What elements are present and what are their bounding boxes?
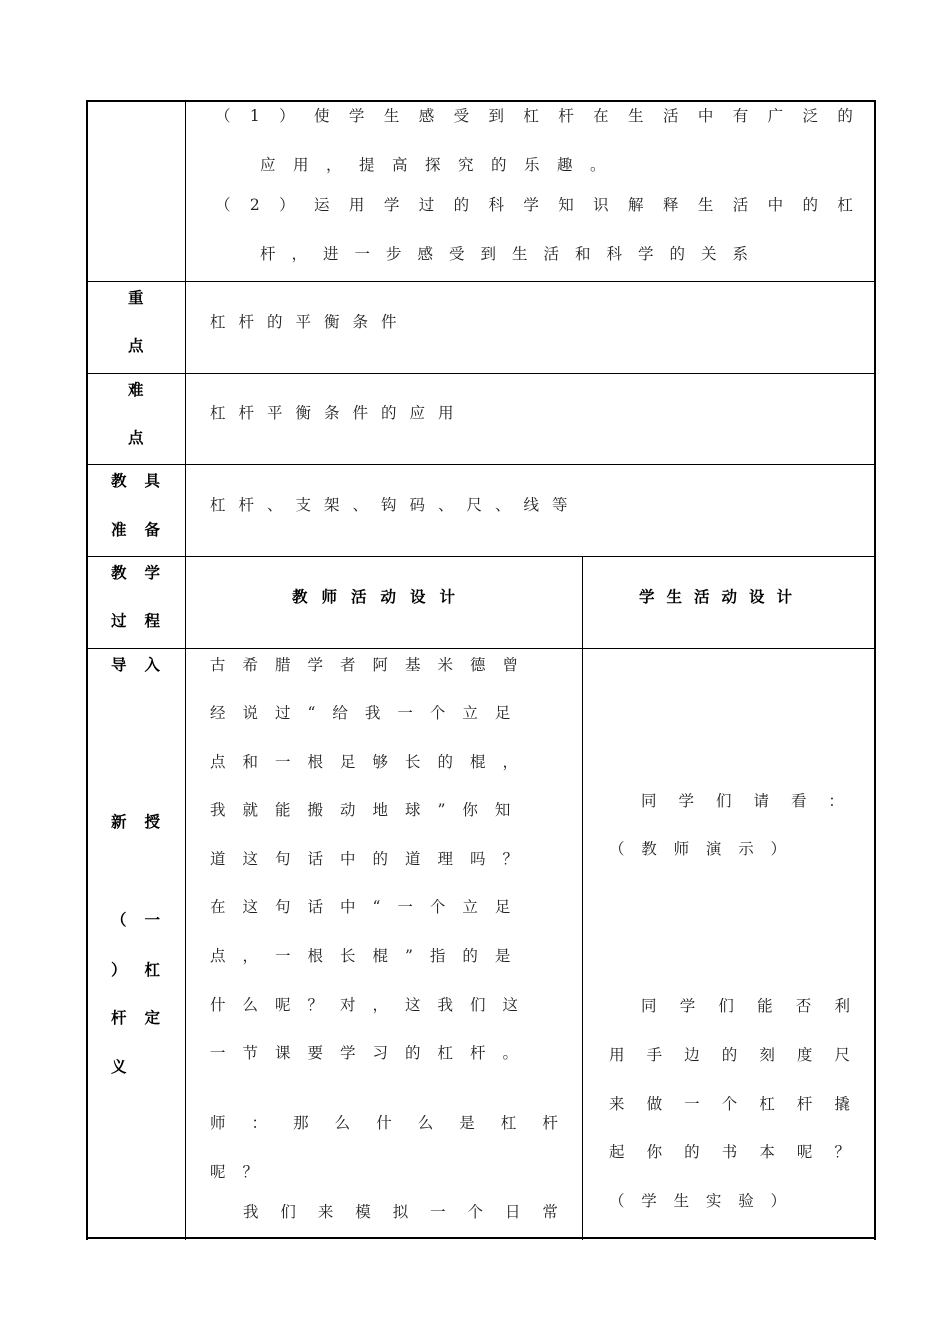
column-divider-activity [582, 556, 583, 1240]
section-label-sub: ）杠 [111, 960, 179, 979]
table-border-top [86, 100, 876, 102]
key-point-content: 杠杆的平衡条件 [210, 313, 410, 331]
row-divider [86, 464, 876, 465]
student-text-line: 同 学 们 请 看 ： [641, 792, 844, 810]
key-point-label: 点 [128, 336, 157, 355]
objective-line: （ 2 ） 运 用 学 过 的 科 学 知 识 解 释 生 活 中 的 杠 [215, 196, 853, 214]
process-label: 过程 [111, 611, 179, 630]
teacher-text-line: 我 们 来 模 拟 一 个 日 常 [243, 1203, 558, 1221]
student-text-line: 同 学 们 能 否 利 [641, 997, 850, 1015]
row-divider [86, 556, 876, 557]
student-text-line: （ 教 师 演 示 ） [609, 840, 786, 858]
difficulty-label: 点 [128, 428, 157, 447]
difficulty-label: 难 [128, 380, 157, 399]
student-text-line: 用 手 边 的 刻 度 尺 [609, 1046, 850, 1064]
objective-line: 应用，提高探究的乐趣。 [260, 156, 624, 174]
teacher-text-line: 什么呢？对，这我们这 [210, 996, 536, 1014]
student-activity-header: 学生活动设计 [639, 587, 805, 606]
row-divider [86, 648, 876, 649]
process-label: 教学 [111, 563, 179, 582]
section-label-sub: （一 [111, 910, 179, 929]
column-divider-label [185, 100, 186, 1240]
teacher-text-line: 道这句话中的道理吗？ [210, 850, 536, 868]
tools-label: 准备 [111, 520, 179, 539]
teacher-text-line: 古希腊学者阿基米德曾 [210, 656, 536, 674]
tools-content: 杠杆、支架、钩码、尺、线等 [210, 496, 581, 514]
objective-line: 杆，进一步感受到生活和科学的关系 [260, 245, 765, 263]
teacher-text-line: 师 ： 那 么 什 么 是 杠 杆 [210, 1114, 558, 1132]
student-text-line: 来 做 一 个 杠 杆 撬 [609, 1095, 850, 1113]
difficulty-content: 杠杆平衡条件的应用 [210, 404, 467, 422]
teacher-text-line: 呢？ [210, 1163, 276, 1181]
teacher-text-line: 点，一根长棍”指的是 [210, 947, 528, 965]
table-border-right [874, 100, 876, 1240]
table-border-bottom [86, 1237, 876, 1239]
row-divider [86, 281, 876, 282]
teacher-text-line: 一节课要学习的杠杆。 [210, 1044, 536, 1062]
table-border-left [86, 100, 88, 1240]
key-point-label: 重 [128, 288, 157, 307]
teacher-text-line: 我就能搬动地球”你知 [210, 801, 528, 819]
teacher-text-line: 经说过“给我一个立足 [210, 704, 528, 722]
section-label-sub: 义 [111, 1057, 145, 1076]
section-label-intro: 导入 [111, 655, 179, 674]
teacher-text-line: 点和一根足够长的棍， [210, 753, 536, 771]
student-text-line: 起 你 的 书 本 呢 ？ [609, 1143, 850, 1161]
section-label-new: 新授 [111, 812, 179, 831]
objective-line: （ 1 ） 使 学 生 感 受 到 杠 杆 在 生 活 中 有 广 泛 的 [215, 107, 853, 125]
student-text-line: （ 学 生 实 验 ） [609, 1192, 786, 1210]
row-divider [86, 373, 876, 374]
teacher-activity-header: 教师活动设计 [292, 587, 470, 606]
tools-label: 教具 [111, 471, 179, 490]
section-label-sub: 杆定 [111, 1008, 179, 1027]
teacher-text-line: 在这句话中“一个立足 [210, 898, 528, 916]
